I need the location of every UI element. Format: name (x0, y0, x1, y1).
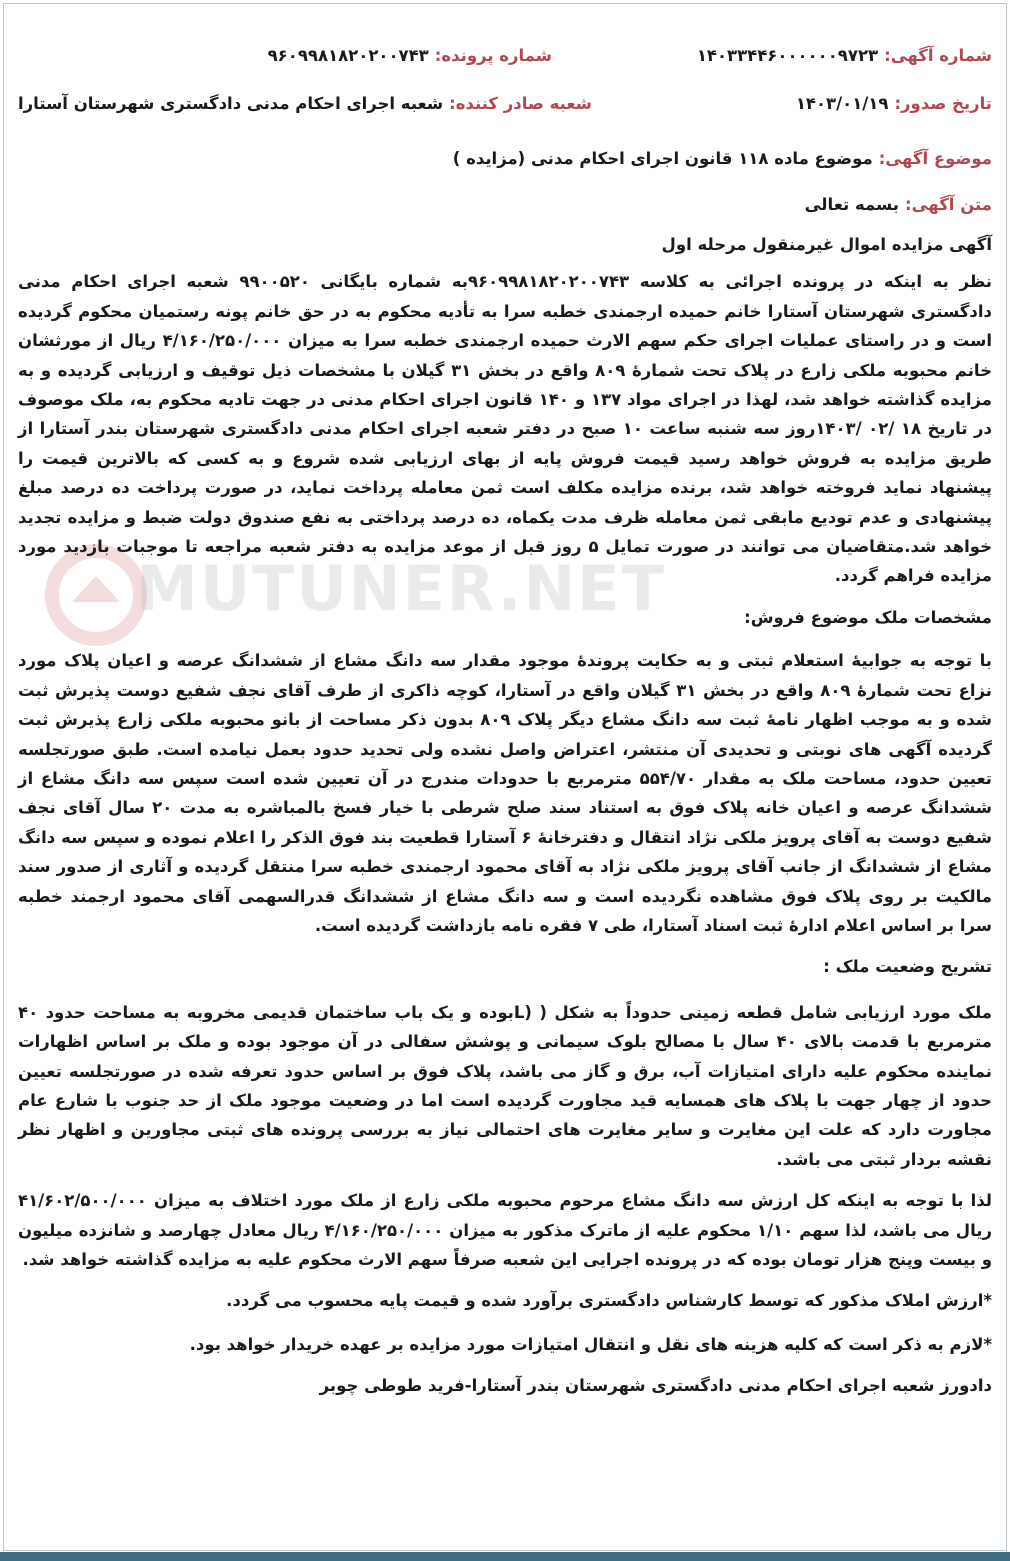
note-transfer-costs: *لازم به ذکر است که کلیه هزینه های نقل و انتقال امتیازات مورد مزایده بر عهده خریدار خواهد بود. (189, 1334, 992, 1354)
text-label: متن آگهی: (905, 194, 992, 214)
signature-line: دادورز شعبه اجرای احکام مدنی دادگستری شهرستان بندر آستارا-فرید طوطی چوبر (319, 1376, 992, 1396)
issuer-label: شعبه صادر کننده: (449, 93, 592, 113)
issue-date-value: ۱۴۰۳/۰۱/۱۹ (795, 93, 889, 113)
paragraph-auction-details: نظر به اینکه در پرونده اجرائی به کلاسه ۹۶۰۹۹۸۱۸۲۰۲۰۰۷۴۳به شماره بایگانی ۹۹۰۰۵۲۰ شعبه اجرای احکام مدنی دادگستری شهرستان آستارا خانم حمیده ارجمندی خطبه سرا به تأدیه محکوم به در حق خانم پونه رستمیان محکوم گردیده است و در راستای عملیات اجرای حکم سهم الارث حمیده ارجمندی خطبه سرا به میزان ۴/۱۶۰/۲۵۰/۰۰۰ ریال از مورثشان خانم محبوبه ملکی زارع در پلاک تحت شمارۀ ۸۰۹ واقع در بخش ۳۱ گیلان با مشخصات ذیل توقیف و ارزیابی گردیده و به مزایده گذاشته خواهد شد، لهذا در اجرای مواد ۱۳۷ و ۱۴۰ قانون اجرای احکام مدنی در جهت تادیه محکوم به، ملک موصوف در تاریخ ۱۸ /۰۲ /۱۴۰۳روز سه شنبه ساعت ۱۰ صبح در دفتر شعبه اجرای احکام مدنی دادگستری شهرستان بندر آستارا از طریق مزایده به فروش خواهد رسید قیمت فروش پایه از بهای ارزیابی شده شروع و به کسی که بالاترین قیمت را پیشنهاد نماید فروخته خواهد شد، برنده مزایده مکلف است ثمن معامله پرداخت نماید، در صورت پرداخت ده درصد مبلغ پیشنهادی و عدم تودیع مابقی ثمن معامله ظرف مدت یکماه، ده درصد پرداختی به نفع صندوق دولت ضبط و مزایده تجدید خواهد شد.متقاضیان می توانند در صورت تمایل ۵ روز قبل از موعد مزایده به دفتر شعبه مراجعه تا موجبات بازدید مورد مزایده فراهم گردد. (18, 272, 993, 586)
case-number-field (268, 46, 552, 65)
subject-line (18, 140, 992, 176)
text-line (18, 186, 992, 222)
paragraph-property-status: ملک مورد ارزیابی شامل قطعه زمینی حدوداً به شکل ( (Lبوده و یک باب ساختمان قدیمی مخروبه به مساحت حدود ۴۰ مترمربع با قدمت بالای ۴۰ سال با مصالح بلوک سیمانی و پوشش سفالی در آن موجود بوده و ملک بر اساس اظهارات نماینده محکوم علیه دارای امتیازات آب، برق و گاز می باشد، پلاک فوق بر اساس حدود تعرفه شده در صورتجلسه تعیین حدود از چهار جهت با پلاک های همسایه قید مجاورت گردیده است اما در وضعیت موجود ملک از حد جنوب با شارع عام مجاورت دارد که علت این مغایرت و سایر مغایرت های احتمالی نیاز به بررسی پرونده های ثبتی مجاورین و اظهار نظر نقشه بردار ثبتی می باشد. (18, 1002, 992, 1169)
bottom-bar (0, 1552, 1010, 1561)
text-intro: بسمه تعالی (804, 194, 900, 214)
meta-row-1 (18, 36, 992, 74)
notice-title: آگهی مزایده اموال غیرمنقول مرحله اول (661, 235, 992, 254)
notice-document (18, 36, 992, 1401)
case-number-label: شماره پرونده: (434, 45, 552, 65)
paragraph-property-specs: با توجه به جوابیۀ استعلام ثبتی و به حکایت پروندۀ موجود مقدار سه دانگ مشاع از ششدانگ عرصه و اعیان پلاک مورد نزاع تحت شمارۀ ۸۰۹ واقع در بخش ۳۱ گیلان واقع در آستارا، کوچه ذاکری از طرف آقای نجف شفیع دوست پذیرش ثبت شده و به موجب اظهار نامۀ ثبت سه دانگ مشاع دیگر پلاک ۸۰۹ بدون ذکر مساحت از بانو محبوبه ملکی زارع پذیرش ثبت گردیده آگهی های نوبتی و تحدیدی آن منتشر، اعتراض واصل نشده ولی تحدید حدود بعمل نیامده است. طبق صورتجلسه تعیین حدود، مساحت ملک به مقدار ۵۵۴/۷۰ مترمربع با حدودات مندرج در آن تعیین شده است سپس سه دانگ مشاع از ششدانگ عرصه و اعیان خانه پلاک فوق به استناد سند صلح شرطی با خیار فسخ بالمباشره به مدت ۲۰ سال آقای نجف شفیع دوست به آقای پرویز ملکی نژاد انتقال و دفترخانۀ ۶ آستارا قطعیت بند فوق الذکر را اعلام نموده و سپس سه دانگ مشاع از ششدانگ از جانب آقای پرویز ملکی نژاد به آقای محمود ارجمندی خطبه سرا منتقل گردیده و آثاری از صدور سند مالکیت بر روی پلاک فوق مشاهده نگردیده است و سه دانگ مشاع از ششدانگ قدرالسهمی آقای محمود ارجمند خطبه سرا بر اساس اعلام ادارۀ ثبت اسناد آستارا، طی ۷ فقره نامه بازداشت گردیده است. (18, 651, 993, 935)
ad-number-field (552, 46, 992, 65)
watermark-text: MUTUNER.NET (136, 552, 666, 625)
ad-number-label: شماره آگهی: (884, 45, 992, 65)
ad-number-value: ۱۴۰۳۳۴۴۶۰۰۰۰۰۰۹۷۲۳ (696, 45, 879, 65)
subject-label: موضوع آگهی: (878, 148, 992, 168)
paragraph-valuation: لذا با توجه به اینکه کل ارزش سه دانگ مشاع مرحوم محبوبه ملکی زارع از ملک مورد اختلاف به میزان ۴۱/۶۰۲/۵۰۰/۰۰۰ ریال می باشد، لذا سهم ۱/۱۰ محکوم علیه از ماترک مذکور به میزان ۴/۱۶۰/۲۵۰/۰۰۰ ریال معادل چهارصد و شانزده میلیون و بیست وپنج هزار تومان بوده که در پرونده اجرایی این شعبه صرفاً سهم الارث محکوم علیه به مزایده گذاشته خواهد شد. (18, 1191, 992, 1269)
meta-row-2 (18, 84, 992, 122)
case-number-value: ۹۶۰۹۹۸۱۸۲۰۲۰۰۷۴۳ (267, 45, 429, 65)
issue-date-field (592, 94, 992, 113)
note-appraisal: *ارزش املاک مذکور که توسط کارشناس دادگستری برآورد شده و قیمت پایه محسوب می گردد. (226, 1291, 992, 1311)
issuer-field (18, 94, 592, 113)
property-specs-heading: مشخصات ملک موضوع فروش: (744, 607, 992, 627)
issue-date-label: تاریخ صدور: (894, 93, 992, 113)
issuer-value: شعبه اجرای احکام مدنی دادگستری شهرستان آستارا (18, 93, 444, 113)
property-status-heading: تشریح وضعیت ملک : (823, 957, 992, 977)
subject-value: موضوع ماده ۱۱۸ قانون اجرای احکام مدنی (مزایده ) (452, 148, 873, 168)
